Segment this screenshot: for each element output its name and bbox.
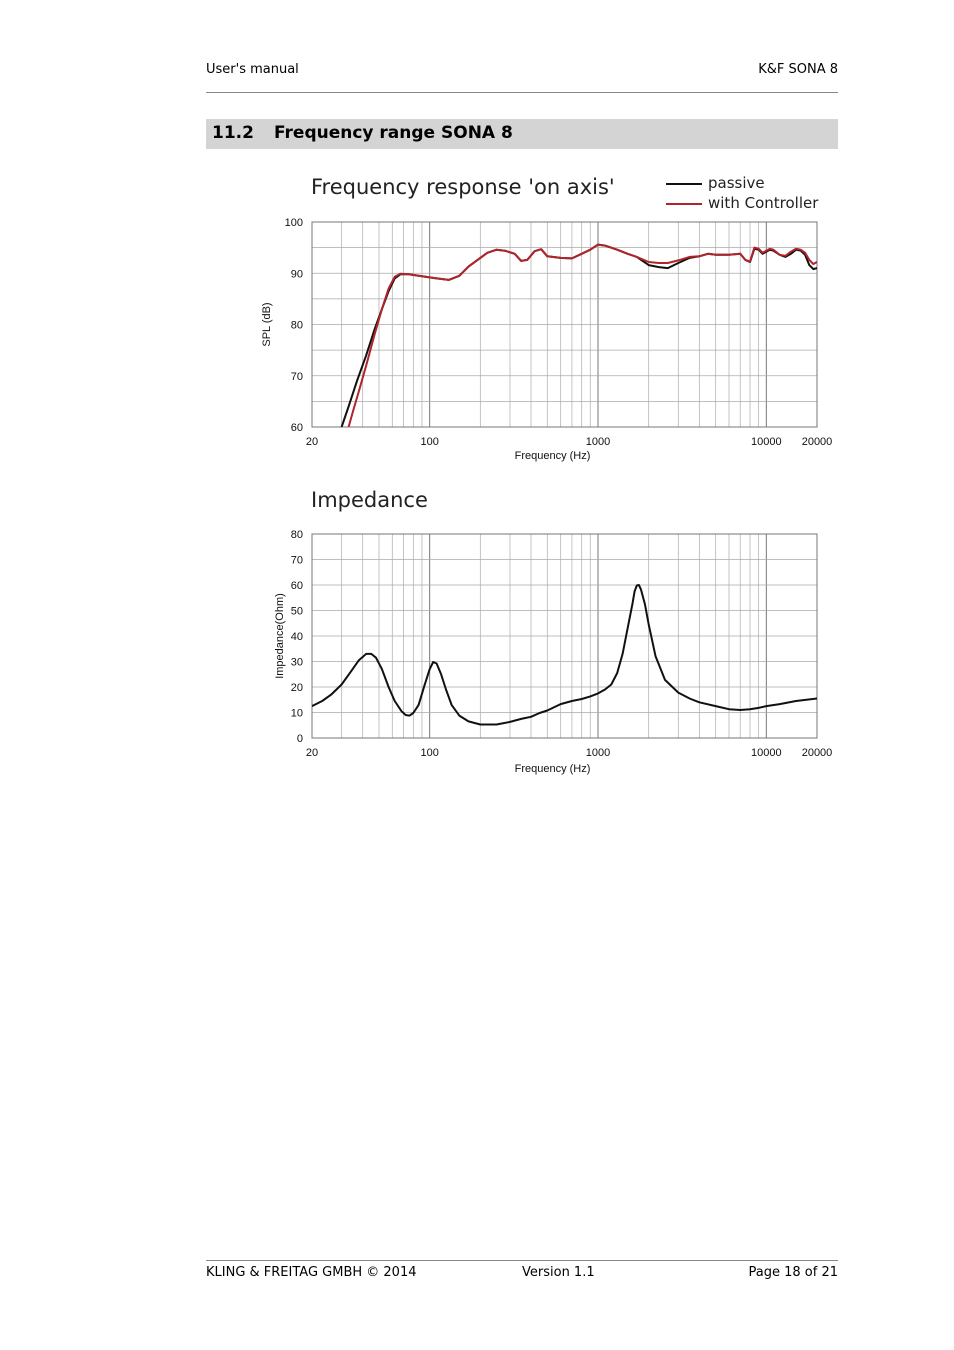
- footer-left: KLING & FREITAG GMBH © 2014: [206, 1265, 417, 1280]
- imp-xaxis-label: Frequency (Hz): [514, 763, 591, 775]
- section-title: Frequency range SONA 8: [274, 123, 513, 143]
- legend-label-controller: with Controller: [708, 194, 819, 212]
- fr-ytick-label: 100: [284, 217, 303, 229]
- header-right: K&F SONA 8: [758, 62, 838, 77]
- imp-ytick-label: 60: [290, 580, 303, 592]
- footer-center: Version 1.1: [522, 1265, 595, 1280]
- chart-title-frequency-response: Frequency response 'on axis': [311, 175, 615, 199]
- footer-rule: [206, 1260, 838, 1261]
- header-left: User's manual: [206, 62, 299, 77]
- imp-ytick-label: 70: [290, 554, 303, 567]
- fr-series-line-1: [349, 245, 845, 427]
- fr-ytick-label: 90: [290, 268, 303, 281]
- imp-xtick-label: 1000: [585, 747, 611, 759]
- fr-xtick-label: 10000: [751, 436, 782, 448]
- fr-xaxis-label: Frequency (Hz): [514, 450, 591, 462]
- fr-xtick-label: 1000: [585, 436, 611, 448]
- imp-xtick-label: 10000: [751, 747, 782, 759]
- footer-right: Page 18 of 21: [748, 1265, 838, 1280]
- imp-ytick-label: 50: [290, 605, 303, 618]
- imp-ytick-label: 80: [290, 529, 303, 541]
- imp-ytick-label: 40: [290, 631, 303, 643]
- imp-yaxis-label: Impedance(Ohm): [274, 593, 286, 679]
- section-number: 11.2: [212, 123, 254, 143]
- imp-xtick-label: 20000: [801, 747, 833, 759]
- fr-yaxis-label: SPL (dB): [261, 302, 273, 347]
- chart-title-impedance: Impedance: [311, 488, 428, 512]
- fr-ytick-label: 60: [290, 422, 303, 434]
- imp-xtick-label: 20: [305, 747, 319, 759]
- imp-ytick-label: 0: [296, 733, 303, 745]
- legend-label-passive: passive: [708, 174, 765, 192]
- fr-series-line-0: [342, 245, 845, 427]
- fr-ytick-label: 80: [290, 319, 303, 332]
- fr-xtick-label: 20000: [801, 436, 833, 448]
- imp-ytick-label: 10: [290, 707, 303, 720]
- fr-ytick-label: 70: [290, 370, 303, 383]
- fr-xtick-label: 100: [420, 436, 439, 448]
- imp-ytick-label: 20: [290, 682, 303, 694]
- fr-xtick-label: 20: [305, 436, 319, 448]
- imp-series-line-0: [312, 585, 830, 725]
- imp-ytick-label: 30: [290, 656, 303, 669]
- imp-xtick-label: 100: [420, 747, 439, 759]
